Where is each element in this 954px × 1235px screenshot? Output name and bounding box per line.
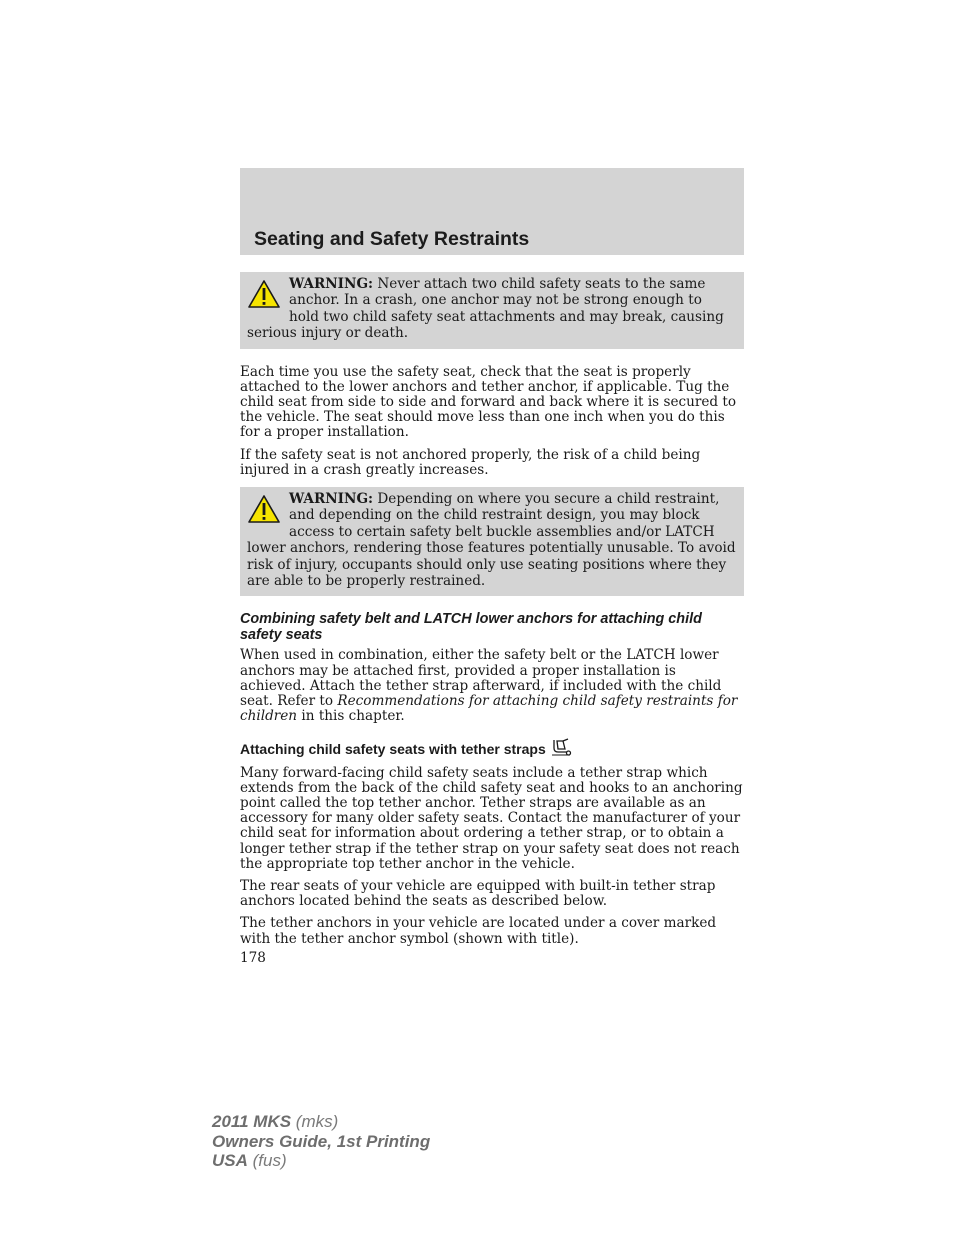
section-header-band [240, 168, 744, 255]
warning-text: Depending on where you secure a child restraint, and depending on the child restraint design, you may block access to certain safety belt buckle assemblies and/or LATCH lower anchors, rendering those features potentially unusable. To avoid risk of injury, occupants should only use seating positions where they are able to be properly restrained. [247, 491, 736, 590]
section-title: Seating and Safety Restraints [254, 228, 530, 250]
warning-label: WARNING: [289, 276, 374, 292]
paragraph-rear-seats: The rear seats of your vehicle are equipped with built-in tether strap anchors located behind the seats as described below. [240, 877, 716, 910]
warning-box-2 [240, 487, 744, 596]
paragraph-tether-description: Many forward-facing child safety seats include a tether strap which extends from the back of the child safety seat and hooks to an anchoring point called the top tether anchor. Tether straps are available as an accessory for many older safety seats. Contact the manufacturer of your child seat for information about ordering a tether strap, or to obtain a longer tether strap if the tether strap on your safety seat does not reach the appropriate top tether anchor in the vehicle. [240, 764, 743, 872]
footer-model: 2011 MKS [212, 1112, 292, 1131]
footer-edition: Owners Guide, 1st Printing [212, 1131, 431, 1151]
warning-box-1 [240, 272, 744, 349]
cross-reference-link: Recommendations for attaching child safety restraints for children [240, 693, 738, 725]
paragraph-combination [240, 648, 744, 724]
subheading-text: Attaching child safety seats with tether straps [240, 740, 546, 757]
subheading-tether-straps [240, 738, 744, 758]
page-content [240, 272, 744, 966]
footer-model-code: (mks) [291, 1112, 339, 1131]
document-footer [212, 1112, 430, 1171]
warning-text: Never attach two child safety seats to the same anchor. In a crash, one anchor may not be strong enough to hold two child safety seat attachments and may break, causing serious injury or death. [247, 276, 724, 342]
paragraph-text: When used in combination, either the safety belt or the LATCH lower anchors may be attached first, provided a proper installation is achieved. Attach the tether strap afterward, if included with the child seat. Refer to [240, 647, 722, 710]
tether-anchor-icon [550, 738, 572, 756]
paragraph-anchor-location: The tether anchors in your vehicle are located under a cover marked with the tether anchor symbol (shown with title). [240, 915, 717, 947]
footer-line-market [212, 1151, 430, 1171]
warning-label: WARNING: [289, 491, 374, 508]
subheading-combining: Combining safety belt and LATCH lower anchors for attaching child safety seats [240, 611, 702, 643]
paragraph-anchor-risk: If the safety seat is not anchored properly, the risk of a child being injured in a crash greatly increases. [240, 446, 701, 478]
paragraph-seat-check: Each time you use the safety seat, check that the seat is properly attached to the lower anchors and tether anchor, if applicable. Tug the child seat from side to side and forward and back where it is secured to the vehicle. The seat should move less than one inch when you do this for a proper installation. [240, 363, 737, 441]
page-number: 178 [240, 949, 266, 966]
warning-triangle-icon [247, 494, 281, 524]
paragraph-text: in this chapter. [297, 708, 405, 725]
footer-line-edition [212, 1132, 430, 1152]
footer-line-model [212, 1112, 430, 1132]
footer-market: USA [212, 1151, 248, 1170]
warning-triangle-icon [247, 279, 281, 309]
footer-market-code: (fus) [247, 1151, 287, 1170]
